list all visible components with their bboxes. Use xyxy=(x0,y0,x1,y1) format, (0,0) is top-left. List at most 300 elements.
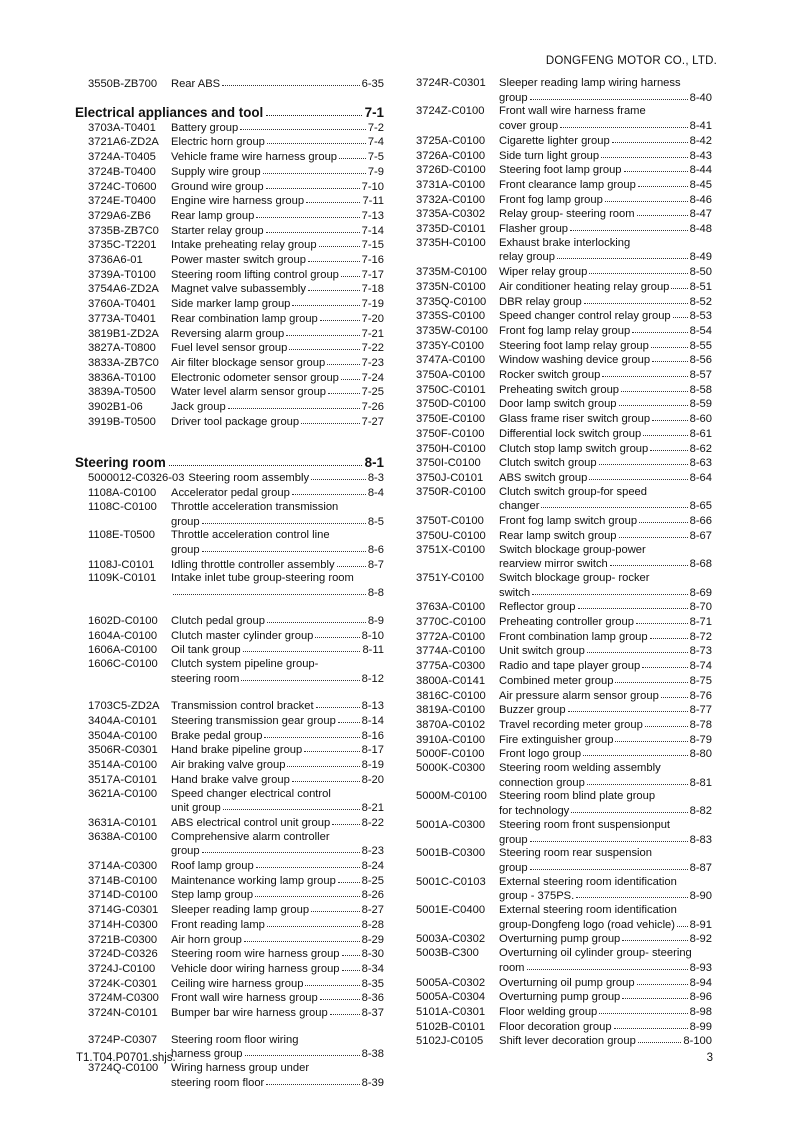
toc-entry[interactable] xyxy=(88,268,384,283)
part-code: 3724Q-C0100 xyxy=(88,1062,159,1075)
part-code: 3724C-T0600 xyxy=(88,180,157,193)
page-ref: 7-15 xyxy=(361,239,384,252)
entry-title: ABS switch group xyxy=(499,471,588,484)
part-code: 3739A-T0100 xyxy=(88,268,156,281)
entry-title: Transmission control bracket xyxy=(171,700,314,713)
entry-title: Radio and tape player group xyxy=(499,660,641,673)
toc-entry[interactable] xyxy=(88,933,384,948)
part-code: 5000F-C0100 xyxy=(416,748,485,761)
toc-entry[interactable] xyxy=(88,903,384,918)
entry-title: Electric horn group xyxy=(171,136,265,149)
toc-entry[interactable] xyxy=(416,471,712,486)
page-ref: 7-20 xyxy=(361,312,384,325)
entry-title: Preheating controller group xyxy=(499,616,634,629)
entry-title: Travel recording meter group xyxy=(499,718,643,731)
part-code: 3735Y-C0100 xyxy=(416,339,485,352)
entry-title: Floor decoration group xyxy=(499,1020,612,1033)
toc-entry[interactable] xyxy=(416,1020,712,1035)
entry-title: Front fog lamp relay group xyxy=(499,324,631,337)
toc-entry[interactable] xyxy=(416,947,712,975)
page-ref: 8-11 xyxy=(362,644,384,657)
toc-entry[interactable] xyxy=(88,253,384,268)
entry-title: steering room xyxy=(171,672,240,685)
entry-title: Exhaust brake interlocking xyxy=(499,236,631,249)
part-code: 3735N-C0100 xyxy=(416,280,486,293)
toc-entry[interactable] xyxy=(416,237,712,265)
entry-title: Front fog lamp group xyxy=(499,193,603,206)
part-code: 3726A-C0100 xyxy=(416,149,486,162)
toc-entry[interactable] xyxy=(88,194,384,209)
part-code: 3514A-C0100 xyxy=(88,759,158,772)
part-code: 3724N-C0101 xyxy=(88,1007,158,1020)
part-code: 1108J-C0101 xyxy=(88,558,155,571)
toc-entry[interactable] xyxy=(416,733,712,748)
part-code: 3714B-C0100 xyxy=(88,874,158,887)
page-ref: 7-10 xyxy=(361,180,384,193)
toc-entry[interactable] xyxy=(88,486,384,501)
toc-entry[interactable] xyxy=(88,1006,384,1021)
page-ref: 8-19 xyxy=(361,759,384,772)
part-code: 3750R-C0100 xyxy=(416,485,486,498)
toc-entry[interactable] xyxy=(88,297,384,312)
page-ref: 8-57 xyxy=(689,369,712,382)
toc-entry[interactable] xyxy=(416,280,712,295)
toc-entry[interactable] xyxy=(416,222,712,237)
toc-entry[interactable] xyxy=(88,773,384,788)
part-code: 5001B-C0300 xyxy=(416,847,486,860)
part-code: 5000012-C0326-03 xyxy=(88,472,185,485)
part-code: 3775A-C0300 xyxy=(416,660,486,673)
part-code: 3724J-C0100 xyxy=(88,962,156,975)
part-code: 3750I-C0100 xyxy=(416,457,481,470)
toc-entry[interactable] xyxy=(88,121,384,136)
toc-entry[interactable] xyxy=(416,368,712,383)
toc-entry[interactable] xyxy=(88,224,384,239)
part-code: 3750C-C0101 xyxy=(416,383,486,396)
part-code: 3724P-C0307 xyxy=(88,1033,158,1046)
entry-title: Vehicle door wiring harness group xyxy=(171,962,340,975)
part-code: 3724Z-C0100 xyxy=(416,105,485,118)
toc-entry[interactable] xyxy=(88,1062,384,1090)
toc-entry[interactable] xyxy=(416,703,712,718)
toc-entry[interactable] xyxy=(88,888,384,903)
toc-entry[interactable] xyxy=(88,135,384,150)
page-ref: 8-52 xyxy=(689,295,712,308)
page-ref: 7-23 xyxy=(361,356,384,369)
part-code: 3750D-C0100 xyxy=(416,398,486,411)
entry-title: Throttle acceleration control line xyxy=(171,529,330,542)
entry-title: Air horn group xyxy=(171,933,242,946)
section-page: 7-1 xyxy=(364,104,384,120)
toc-entry[interactable] xyxy=(88,918,384,933)
page-ref: 8-51 xyxy=(689,280,712,293)
page-ref: 8-48 xyxy=(689,223,712,236)
part-code: 1602D-C0100 xyxy=(88,614,158,627)
toc-entry[interactable] xyxy=(88,180,384,195)
entry-title: Sleeper reading lamp group xyxy=(171,904,310,917)
entry-title: Clutch stop lamp switch group xyxy=(499,442,649,455)
toc-entry[interactable] xyxy=(416,630,712,645)
part-code: 3735C-T2201 xyxy=(88,239,157,252)
toc-entry[interactable] xyxy=(416,544,712,572)
part-code: 3735W-C0100 xyxy=(416,324,488,337)
toc-entry[interactable] xyxy=(416,324,712,339)
page-ref: 8-64 xyxy=(689,471,712,484)
part-code: 3714G-C0301 xyxy=(88,904,159,917)
page-ref: 8-93 xyxy=(689,961,712,974)
entry-title: Battery group xyxy=(171,121,239,134)
toc-entry[interactable] xyxy=(416,790,712,818)
toc-entry[interactable] xyxy=(416,572,712,600)
part-code: 5001C-C0103 xyxy=(416,875,486,888)
page-ref: 8-14 xyxy=(361,715,384,728)
part-code: 3725A-C0100 xyxy=(416,134,486,147)
toc-entry[interactable] xyxy=(416,295,712,310)
part-code: 3631A-C0101 xyxy=(88,816,158,829)
entry-title: Throttle acceleration transmission xyxy=(171,500,339,513)
page-ref: 8-34 xyxy=(361,962,384,975)
part-code: 3735H-C0100 xyxy=(416,236,486,249)
page-ref: 8-99 xyxy=(689,1020,712,1033)
page-ref: 8-21 xyxy=(361,802,384,815)
part-code: 5001E-C0400 xyxy=(416,904,486,917)
entry-title: Power master switch group xyxy=(171,254,306,267)
toc-entry[interactable] xyxy=(88,341,384,356)
part-code: 3760A-T0401 xyxy=(88,298,156,311)
page-ref: 8-62 xyxy=(689,442,712,455)
toc-entry[interactable] xyxy=(416,819,712,847)
page-ref: 7-5 xyxy=(367,151,384,164)
entry-title: Electronic odometer sensor group xyxy=(171,371,339,384)
entry-title: Front logo group xyxy=(499,748,582,761)
toc-entry[interactable] xyxy=(416,689,712,704)
part-code: 5001A-C0300 xyxy=(416,818,486,831)
toc-entry[interactable] xyxy=(88,962,384,977)
entry-title: group xyxy=(499,91,528,104)
page-ref: 8-49 xyxy=(689,251,712,264)
toc-entry[interactable] xyxy=(416,644,712,659)
page-number: 3 xyxy=(706,1052,713,1064)
entry-title: Buzzer group xyxy=(499,704,566,717)
toc-entry[interactable] xyxy=(88,209,384,224)
page-ref: 8-38 xyxy=(361,1048,384,1061)
entry-title: Differential lock switch group xyxy=(499,427,642,440)
toc-entry[interactable] xyxy=(88,658,384,686)
entry-title: Steering room assembly xyxy=(188,472,310,485)
toc-entry[interactable] xyxy=(88,415,384,430)
entry-title: Front reading lamp xyxy=(171,918,265,931)
toc-entry[interactable] xyxy=(416,514,712,529)
toc-entry[interactable] xyxy=(88,529,384,557)
toc-entry[interactable] xyxy=(416,659,712,674)
toc-entry[interactable] xyxy=(416,339,712,354)
toc-entry[interactable] xyxy=(88,400,384,415)
toc-entry[interactable] xyxy=(88,947,384,962)
part-code: 3724R-C0301 xyxy=(416,77,486,89)
entry-title: Steering foot lamp group xyxy=(499,164,622,177)
page-ref: 8-45 xyxy=(689,178,712,191)
toc-entry[interactable] xyxy=(88,77,384,92)
toc-entry[interactable] xyxy=(416,178,712,193)
page-ref: 6-35 xyxy=(361,78,384,90)
entry-title: ABS electrical control unit group xyxy=(171,816,331,829)
entry-title: Fuel level sensor group xyxy=(171,342,288,355)
part-code: 3819A-C0100 xyxy=(416,704,486,717)
part-code: 3751Y-C0100 xyxy=(416,571,485,584)
toc-entry[interactable] xyxy=(416,105,712,133)
page-ref: 7-14 xyxy=(361,224,384,237)
section-heading-electrical[interactable] xyxy=(75,105,384,121)
entry-title: Preheating switch group xyxy=(499,383,620,396)
toc-entry[interactable] xyxy=(416,615,712,630)
page-ref: 8-26 xyxy=(361,889,384,902)
page-ref: 7-26 xyxy=(361,401,384,414)
part-code: 1109K-C0101 xyxy=(88,572,157,585)
toc-entry[interactable] xyxy=(88,816,384,831)
entry-title: Steering transmission gear group xyxy=(171,715,336,728)
toc-entry[interactable] xyxy=(416,876,712,904)
toc-entry[interactable] xyxy=(88,150,384,165)
toc-entry[interactable] xyxy=(416,529,712,544)
part-code: 3770C-C0100 xyxy=(416,616,486,629)
entry-title: Unit switch group xyxy=(499,645,585,658)
page-ref: 8-75 xyxy=(689,674,712,687)
toc-entry[interactable] xyxy=(416,193,712,208)
toc-entry[interactable] xyxy=(88,699,384,714)
page-ref: 8-83 xyxy=(689,833,712,846)
entry-title: Front wall wire harness frame xyxy=(499,105,646,118)
toc-entry[interactable] xyxy=(416,149,712,164)
part-code: 5005A-C0302 xyxy=(416,976,486,989)
entry-title: Speed changer electrical control xyxy=(171,787,331,800)
part-code: 3517A-C0101 xyxy=(88,773,158,786)
part-code: 3827A-T0800 xyxy=(88,342,156,355)
entry-title: Relay group- steering room xyxy=(499,208,635,221)
toc-left-column xyxy=(75,77,384,1091)
entry-title: group-Dongfeng logo (road vehicle) xyxy=(499,918,676,931)
toc-entry[interactable] xyxy=(416,932,712,947)
page-ref: 8-5 xyxy=(367,515,384,528)
page-ref: 8-3 xyxy=(367,472,384,485)
toc-entry[interactable] xyxy=(416,718,712,733)
part-code: 3731A-C0100 xyxy=(416,178,486,191)
toc-entry[interactable] xyxy=(416,600,712,615)
toc-entry[interactable] xyxy=(416,486,712,514)
toc-entry[interactable] xyxy=(416,412,712,427)
page-ref: 8-40 xyxy=(689,91,712,104)
page-ref: 8-78 xyxy=(689,718,712,731)
part-code: 3747A-C0100 xyxy=(416,354,486,367)
toc-entry[interactable] xyxy=(416,77,712,105)
entry-title: Clutch pedal group xyxy=(171,614,265,627)
toc-entry[interactable] xyxy=(88,572,384,600)
toc-entry[interactable] xyxy=(416,134,712,149)
page-ref: 8-13 xyxy=(361,700,384,713)
toc-entry[interactable] xyxy=(88,238,384,253)
toc-entry[interactable] xyxy=(88,743,384,758)
part-code: 3724E-T0400 xyxy=(88,195,156,208)
part-code: 5102J-C0105 xyxy=(416,1035,484,1048)
entry-title: Wiring harness group under xyxy=(171,1062,310,1075)
part-code: 3919B-T0500 xyxy=(88,415,156,428)
page-ref: 8-35 xyxy=(361,977,384,990)
part-code: 3735M-C0100 xyxy=(416,266,487,279)
entry-title: Clutch master cylinder group xyxy=(171,629,314,642)
toc-entry[interactable] xyxy=(88,991,384,1006)
page-ref: 7-2 xyxy=(367,121,384,134)
entry-title: Front clearance lamp group xyxy=(499,178,636,191)
page-ref: 8-10 xyxy=(361,629,384,642)
entry-title: DBR relay group xyxy=(499,295,582,308)
page-ref: 8-39 xyxy=(361,1076,384,1089)
toc-entry[interactable] xyxy=(88,471,384,486)
entry-title: Roof lamp group xyxy=(171,860,254,873)
toc-entry[interactable] xyxy=(88,758,384,773)
part-code: 5003B-C300 xyxy=(416,947,479,960)
toc-entry[interactable] xyxy=(416,990,712,1005)
part-code: 3724K-C0301 xyxy=(88,977,158,990)
entry-title: Steering room blind plate group xyxy=(499,790,656,803)
page-ref: 8-27 xyxy=(361,904,384,917)
part-code: 3750J-C0101 xyxy=(416,471,484,484)
page-ref: 7-21 xyxy=(361,327,384,340)
part-code: 3735A-C0302 xyxy=(416,208,486,221)
part-code: 3506R-C0301 xyxy=(88,744,158,757)
entry-title: Shift lever decoration group xyxy=(499,1035,636,1048)
part-code: 1606A-C0100 xyxy=(88,644,158,657)
page-ref: 7-22 xyxy=(361,342,384,355)
steering-room-entries-continued xyxy=(416,77,712,1049)
page-ref: 8-53 xyxy=(689,310,712,323)
entry-title: Door lamp switch group xyxy=(499,398,617,411)
part-code: 3816C-C0100 xyxy=(416,689,486,702)
toc-entry[interactable] xyxy=(416,762,712,790)
page-ref: 8-25 xyxy=(361,874,384,887)
toc-entry[interactable] xyxy=(88,788,384,816)
entry-title: Rear lamp switch group xyxy=(499,529,617,542)
part-code: 3902B1-06 xyxy=(88,401,143,414)
entry-title: Overturning oil pump group xyxy=(499,976,635,989)
entry-title: group xyxy=(171,845,200,858)
toc-entry[interactable] xyxy=(416,847,712,875)
part-code: 1108A-C0100 xyxy=(88,487,157,500)
toc-entry[interactable] xyxy=(88,356,384,371)
page-ref: 8-6 xyxy=(367,543,384,556)
page-ref: 8-100 xyxy=(683,1035,712,1048)
toc-entry[interactable] xyxy=(88,501,384,529)
part-code: 3910A-C0100 xyxy=(416,733,486,746)
part-code: 3750F-C0100 xyxy=(416,427,485,440)
toc-entry[interactable] xyxy=(416,1005,712,1020)
toc-entry[interactable] xyxy=(88,558,384,573)
toc-entry[interactable] xyxy=(88,729,384,744)
toc-entry[interactable] xyxy=(416,265,712,280)
page-ref: 8-80 xyxy=(689,748,712,761)
toc-entry[interactable] xyxy=(416,747,712,762)
toc-entry[interactable] xyxy=(88,714,384,729)
toc-entry[interactable] xyxy=(88,643,384,658)
toc-entry[interactable] xyxy=(416,976,712,991)
part-code: 3836A-T0100 xyxy=(88,371,156,384)
document-id: T1.T04.P0701.shjs. xyxy=(76,1052,176,1064)
entry-title: Overturning pump group xyxy=(499,933,621,946)
section-title: Electrical appliances and tool xyxy=(75,104,264,120)
toc-entry[interactable] xyxy=(88,831,384,859)
toc-entry[interactable] xyxy=(416,163,712,178)
toc-entry[interactable] xyxy=(88,629,384,644)
toc-entry[interactable] xyxy=(416,397,712,412)
page-ref: 8-16 xyxy=(361,729,384,742)
part-code: 3735D-C0101 xyxy=(416,223,486,236)
toc-entry[interactable] xyxy=(416,674,712,689)
toc-entry[interactable] xyxy=(416,309,712,324)
entry-title: relay group xyxy=(499,251,555,264)
entry-title: Clutch system pipeline group- xyxy=(171,657,319,670)
part-code: 3724D-C0326 xyxy=(88,948,158,961)
entry-title: Ceiling wire harness group xyxy=(171,977,304,990)
page-ref: 7-25 xyxy=(361,386,384,399)
toc-entry[interactable] xyxy=(88,874,384,889)
toc-entry[interactable] xyxy=(88,282,384,297)
part-code: 3735Q-C0100 xyxy=(416,295,487,308)
entry-title: Step lamp group xyxy=(171,889,254,902)
section-heading-steering-room[interactable] xyxy=(75,455,384,471)
page-ref: 8-58 xyxy=(689,383,712,396)
entry-title: Intake inlet tube group-steering room xyxy=(171,572,354,585)
toc-entry[interactable] xyxy=(88,859,384,874)
part-code: 3754A6-ZD2A xyxy=(88,283,159,296)
entry-title: Supply wire group xyxy=(171,165,261,178)
part-code: 5102B-C0101 xyxy=(416,1020,486,1033)
entry-title: Driver tool package group xyxy=(171,415,300,428)
toc-entry[interactable] xyxy=(416,442,712,457)
part-code: 3714H-C0300 xyxy=(88,918,158,931)
page-ref: 8-47 xyxy=(689,208,712,221)
page-ref: 8-46 xyxy=(689,193,712,206)
entry-title: External steering room identification xyxy=(499,904,677,917)
part-code: 3714D-C0100 xyxy=(88,889,158,902)
toc-entry[interactable] xyxy=(416,353,712,368)
toc-entry[interactable] xyxy=(416,1034,712,1049)
toc-entry[interactable] xyxy=(416,207,712,222)
toc-entry[interactable] xyxy=(88,385,384,400)
page-ref: 8-92 xyxy=(689,933,712,946)
part-code: 3735B-ZB7C0 xyxy=(88,224,159,237)
toc-entry[interactable] xyxy=(88,614,384,629)
entry-title: Rear lamp group xyxy=(171,209,255,222)
toc-entry[interactable] xyxy=(88,371,384,386)
toc-entry[interactable] xyxy=(88,327,384,342)
page-ref: 7-17 xyxy=(361,268,384,281)
part-code: 3833A-ZB7C0 xyxy=(88,356,159,369)
toc-entry[interactable] xyxy=(88,977,384,992)
page-ref: 8-69 xyxy=(689,586,712,599)
toc-entry[interactable] xyxy=(416,456,712,471)
toc-entry[interactable] xyxy=(416,904,712,932)
toc-entry[interactable] xyxy=(416,427,712,442)
entry-title: Hand brake pipeline group xyxy=(171,744,303,757)
entry-title: Wiper relay group xyxy=(499,266,588,279)
part-code: 3772A-C0100 xyxy=(416,630,486,643)
page-ref: 8-12 xyxy=(361,672,384,685)
page-ref: 8-24 xyxy=(361,860,384,873)
page-ref: 8-73 xyxy=(689,645,712,658)
toc-entry[interactable] xyxy=(88,165,384,180)
toc-entry[interactable] xyxy=(416,383,712,398)
entry-title: Maintenance working lamp group xyxy=(171,874,336,887)
page-ref: 8-91 xyxy=(689,918,712,931)
toc-entry[interactable] xyxy=(88,312,384,327)
